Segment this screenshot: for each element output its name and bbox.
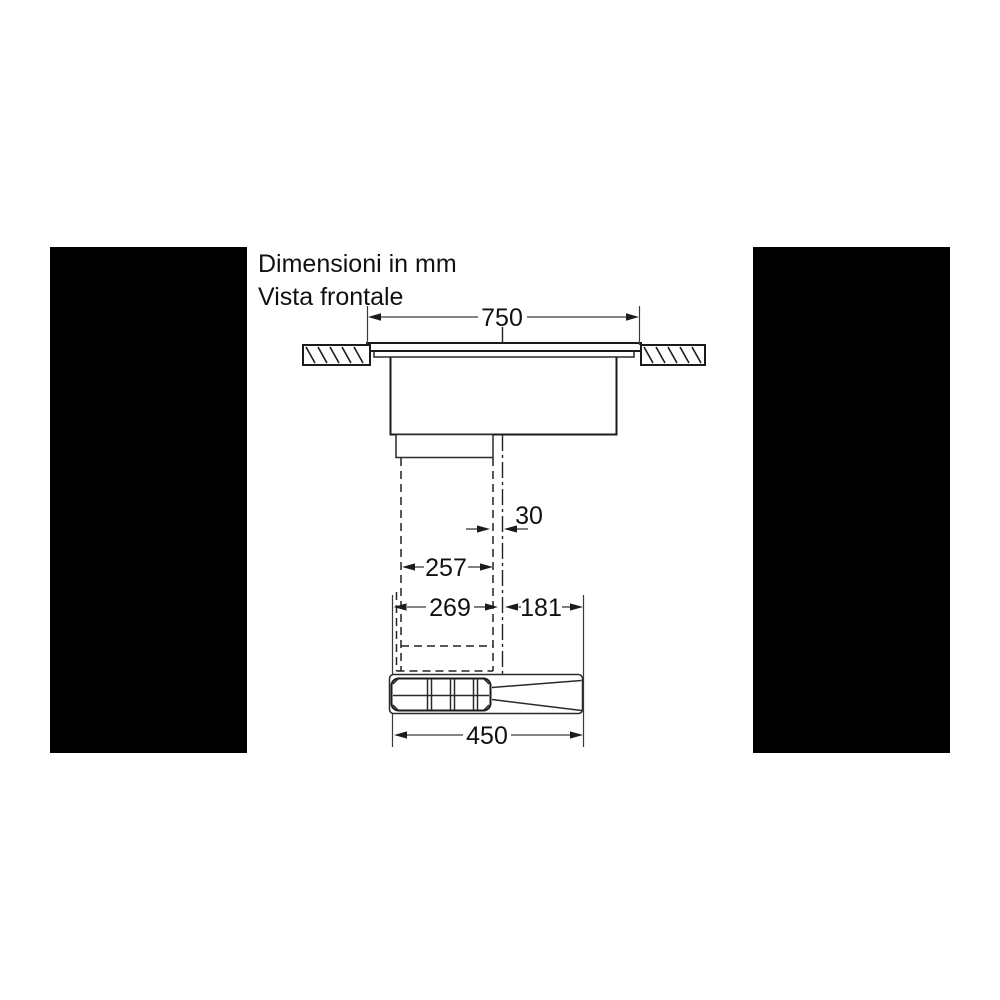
arrowhead-right (570, 603, 583, 610)
arrowhead-right (485, 603, 498, 610)
arrowhead-right (626, 313, 639, 321)
dim-257 (402, 554, 493, 582)
arrowhead-left (505, 603, 518, 610)
arrowhead-right (570, 731, 583, 738)
dim-450 (394, 722, 583, 750)
dim-269-label: 269 (429, 594, 471, 622)
arrowhead-left (394, 603, 407, 610)
left-letterbox (50, 247, 247, 753)
dim-750 (368, 304, 640, 345)
drawing-title: Dimensioni in mm (258, 250, 457, 278)
dim-30-label: 30 (515, 502, 543, 530)
arrowhead-left (402, 563, 415, 570)
arrowhead-left (477, 525, 490, 532)
arrowhead-left (368, 313, 381, 321)
dim-181 (505, 594, 583, 622)
arrowhead-right (480, 563, 493, 570)
dim-30 (466, 502, 543, 533)
worktop-hatch-right (641, 345, 705, 365)
dim-450-label: 450 (466, 722, 508, 750)
blower-unit (390, 675, 583, 714)
dim-257-label: 257 (425, 554, 467, 582)
right-letterbox (753, 247, 950, 753)
plenum-box (396, 435, 493, 458)
worktop-hatch-left (303, 345, 370, 365)
hob-body (391, 355, 617, 435)
dim-181-label: 181 (520, 594, 562, 622)
title-block (258, 250, 457, 311)
hob-glass-plate (367, 343, 641, 351)
dim-269 (394, 594, 499, 622)
drawing-subtitle: Vista frontale (258, 283, 404, 311)
arrowhead-left (394, 731, 407, 738)
dim-750-label: 750 (481, 304, 523, 332)
